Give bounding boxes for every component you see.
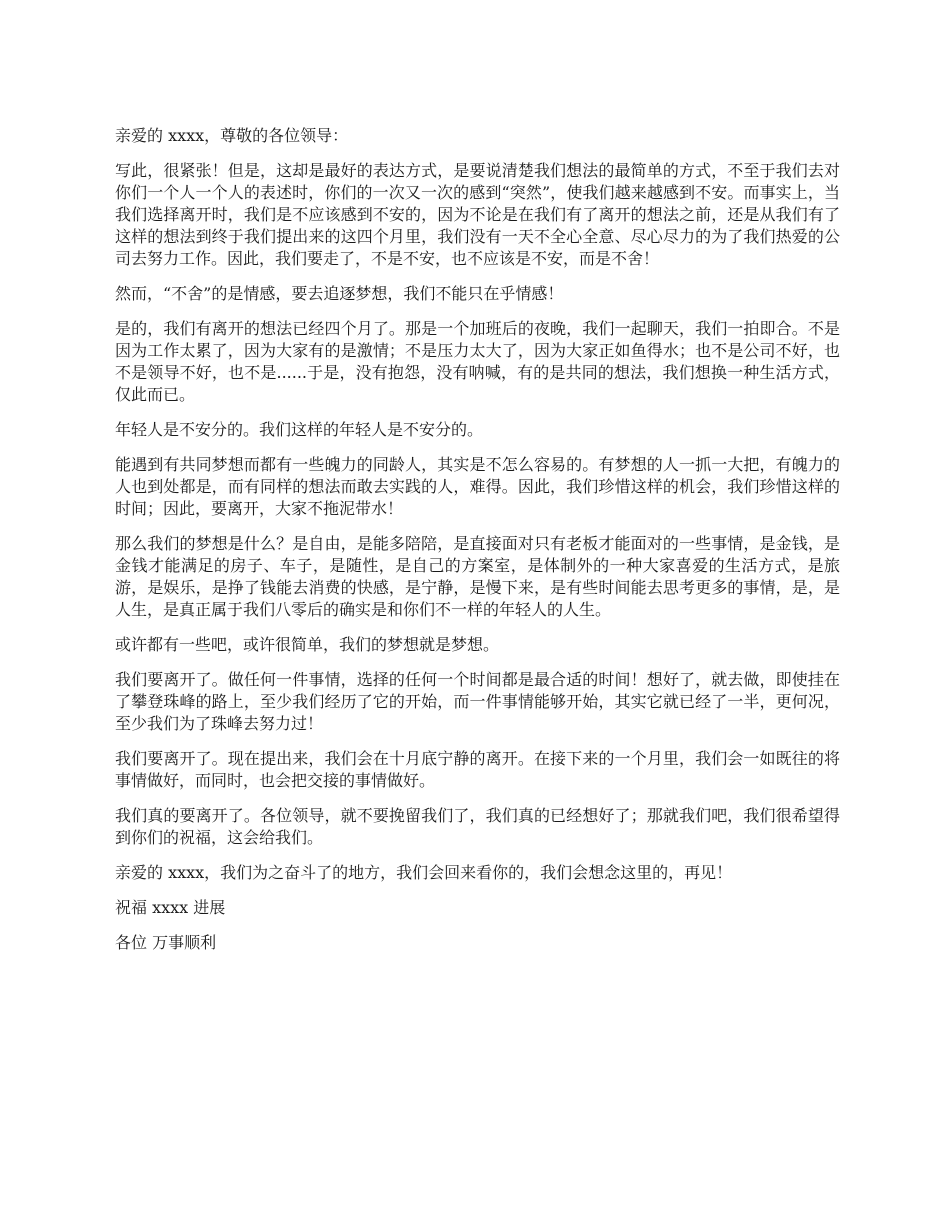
paragraph: 那么我们的梦想是什么？是自由，是能多陪陪，是直接面对只有老板才能面对的一些事情，是金钱，是金钱才能满足的房子、车子，是随性，是自己的方案室，是体制外的一种大家喜爱的生活方式，是旅游，是娱乐，是挣了钱能去消费的快感，是宁静，是慢下来，是有些时间能去思考更多的事情，是，是人生，是真正属于我们八零后的确实是和你们不一样的年轻人的人生。 xyxy=(115,534,840,619)
blessing-line: 各位 万事顺利 xyxy=(115,933,217,952)
document-body xyxy=(115,125,840,967)
paragraph: 年轻人是不安分的。我们这样的年轻人是不安分的。 xyxy=(115,420,484,439)
greeting: 亲爱的 xxxx，尊敬的各位领导： xyxy=(115,126,349,145)
paragraph: 或许都有一些吧，或许很简单，我们的梦想就是梦想。 xyxy=(115,635,500,654)
paragraph: 然而，“不舍”的是情感，要去追逐梦想，我们不能只在乎情感！ xyxy=(115,284,564,303)
paragraph: 写此，很紧张！但是，这却是最好的表达方式，是要说清楚我们想法的最简单的方式，不至于我们去对你们一个人一个人的表述时，你们的一次又一次的感到“突然”，使我们越来越感到不安。而事实上，当我们选择离开时，我们是不应该感到不安的，因为不论是在我们有了离开的想法之前，还是从我们有了这样的想法到终于我们提出来的这四个月里，我们没有一天不全心全意、尽心尽力的为了我们热爱的公司去努力工作。因此，我们要走了，不是不安，也不应该是不安，而是不舍！ xyxy=(115,161,840,268)
paragraph: 能遇到有共同梦想而都有一些魄力的同龄人，其实是不怎么容易的。有梦想的人一抓一大把，有魄力的人也到处都是，而有同样的想法而敢去实践的人，难得。因此，我们珍惜这样的机会，我们珍惜这样的时间；因此，要离开，大家不拖泥带水！ xyxy=(115,455,840,518)
paragraph: 是的，我们有离开的想法已经四个月了。那是一个加班后的夜晚，我们一起聊天，我们一拍即合。不是因为工作太累了，因为大家有的是激情；不是压力太大了，因为大家正如鱼得水；也不是公司不好，也不是领导不好，也不是......于是，没有抱怨，没有呐喊，有的是共同的想法，我们想换一种生活方式，仅此而已。 xyxy=(115,319,840,404)
paragraph: 我们要离开了。做任何一件事情，选择的任何一个时间都是最合适的时间！想好了，就去做，即使挂在了攀登珠峰的路上，至少我们经历了它的开始，而一件事情能够开始，其实它就已经了一半，更何况，至少我们为了珠峰去努力过！ xyxy=(115,670,840,733)
paragraph: 我们要离开了。现在提出来，我们会在十月底宁静的离开。在接下来的一个月里，我们会一如既往的将事情做好，而同时，也会把交接的事情做好。 xyxy=(115,749,840,790)
paragraph: 我们真的要离开了。各位领导，就不要挽留我们了，我们真的已经想好了；那就我们吧，我们很希望得到你们的祝福，这会给我们。 xyxy=(115,806,840,847)
closing-line: 亲爱的 xxxx，我们为之奋斗了的地方，我们会回来看你的，我们会想念这里的，再见！ xyxy=(115,863,733,882)
blessing-line: 祝福 xxxx 进展 xyxy=(115,898,226,917)
